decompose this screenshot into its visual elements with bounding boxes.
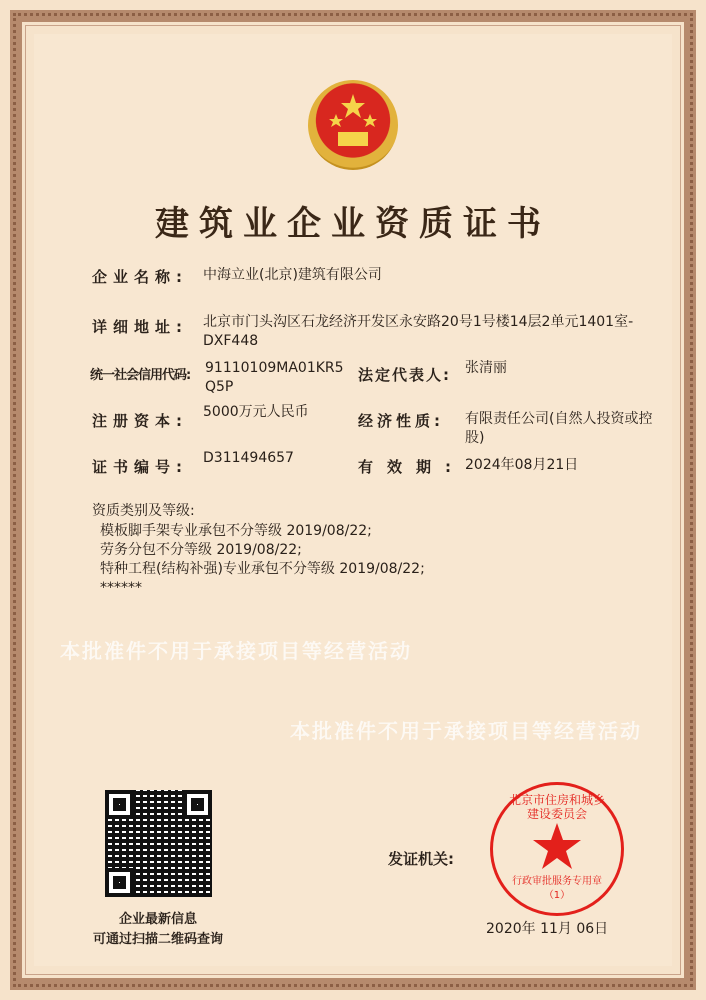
seal-subtitle: 行政审批服务专用章	[512, 876, 602, 887]
value-cert-no: D311494657	[203, 450, 294, 466]
qualifications-header: 资质类别及等级:	[92, 503, 195, 519]
official-seal	[490, 782, 624, 916]
qualification-item: ******	[100, 580, 142, 596]
seal-name: 北京市住房和城乡建设委员会	[508, 793, 605, 821]
label-address: 详细地址:	[92, 318, 189, 336]
seal-number: （1）	[543, 890, 571, 901]
issue-date: 2020年 11月 06日	[486, 921, 609, 937]
qr-caption: 可通过扫描二维码查询	[92, 932, 223, 947]
value-legal-rep: 张清丽	[465, 360, 507, 376]
value-valid: 2024年08月21日	[465, 457, 579, 473]
label-company-name: 企业名称:	[92, 268, 189, 286]
value-credit-code: 91110109MA01KR5Q5P	[205, 360, 344, 395]
national-emblem-icon	[308, 80, 398, 170]
label-capital: 注册资本:	[92, 412, 189, 430]
watermark: 本批准件不用于承接项目等经营活动	[290, 719, 642, 743]
qualification-item: 劳务分包不分等级 2019/08/22;	[100, 542, 302, 558]
certificate-title: 建筑业企业资质证书	[155, 204, 551, 244]
value-nature: 有限责任公司(自然人投资或控股)	[465, 411, 653, 446]
value-capital: 5000万元人民币	[203, 404, 309, 420]
star-icon	[533, 823, 581, 869]
watermark: 本批准件不用于承接项目等经营活动	[60, 639, 412, 663]
issuer-label: 发证机关:	[388, 850, 454, 868]
value-address: 北京市门头沟区石龙经济开发区永安路20号1号楼14层2单元1401室-DXF448	[203, 314, 634, 349]
label-valid: 有效期:	[358, 458, 452, 476]
label-nature: 经济性质:	[358, 412, 445, 430]
qr-code[interactable]	[105, 790, 212, 897]
value-company-name: 中海立业(北京)建筑有限公司	[203, 267, 382, 283]
qualification-item: 特种工程(结构补强)专业承包不分等级 2019/08/22;	[100, 561, 425, 577]
label-cert-no: 证书编号:	[92, 458, 189, 476]
label-credit-code: 统一社会信用代码:	[90, 368, 191, 383]
qr-caption: 企业最新信息	[118, 912, 197, 927]
qualification-item: 模板脚手架专业承包不分等级 2019/08/22;	[100, 523, 372, 539]
label-legal-rep: 法定代表人:	[358, 366, 452, 384]
